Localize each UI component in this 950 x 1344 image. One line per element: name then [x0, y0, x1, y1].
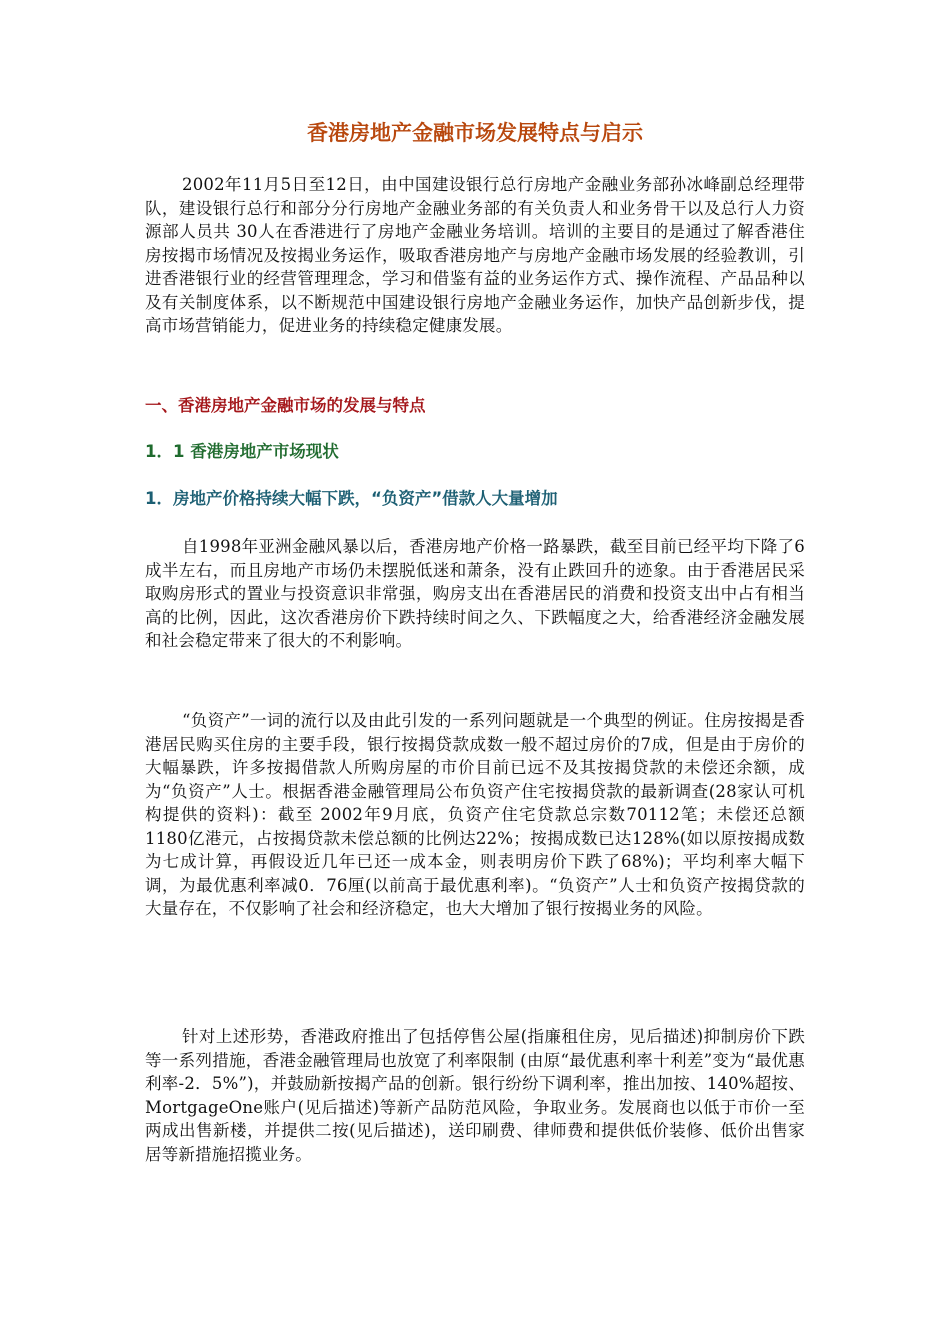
point-heading: 1．房地产价格持续大幅下跌，“负资产”借款人大量增加 [145, 489, 558, 508]
document-title: 香港房地产金融市场发展特点与启示 [307, 121, 643, 145]
subsection-heading: 1．1 香港房地产市场现状 [145, 442, 339, 461]
body-paragraph-price-decline: 自1998年亚洲金融风暴以后，香港房地产价格一路暴跌，截至目前已经平均下降了6成半左右，而且房地产市场仍未摆脱低迷和萧条，没有止跌回升的迹象。由于香港居民采取购房形式的置业与投资意识非常强，购房支出在香港居民的消费和投资支出中占有相当高的比例，因此，这次香港房价下跌持续时间之久、下跌幅度之大，给香港经济金融发展和社会稳定带来了很大的不利影响。 [145, 537, 805, 650]
body-paragraph-policy-response: 针对上述形势，香港政府推出了包括停售公屋(指廉租住房，见后描述)抑制房价下跌等一系列措施，香港金融管理局也放宽了利率限制 (由原“最优惠利率十利差”变为“最优惠利率-2．5%”)，并鼓励新按揭产品的创新。银行纷纷下调利率，推出加按、140%超按、MortgageOne账户(见后描述)等新产品防范风险，争取业务。发展商也以低于市价一至两成出售新楼，并提供二按(见后描述)，送印刷费、律师费和提供低价装修、低价出售家居等新措施招揽业务。 [145, 1027, 805, 1164]
intro-paragraph: 2002年11月5日至12日，由中国建设银行总行房地产金融业务部孙冰峰副总经理带队，建设银行总行和部分分行房地产金融业务部的有关负责人和业务骨干以及总行人力资源部人员共 30人在香港进行了房地产金融业务培训。培训的主要目的是通过了解香港住房按揭市场情况及按揭业务运作，吸取香港房地产与房地产金融市场发展的经验教训，引进香港银行业的经营管理理念，学习和借鉴有益的业务运作方式、操作流程、产品品种以及有关制度体系，以不断规范中国建设银行房地产金融业务运作，加快产品创新步伐，提高市场营销能力，促进业务的持续稳定健康发展。 [145, 175, 805, 335]
section-heading: 一、香港房地产金融市场的发展与特点 [145, 396, 426, 415]
body-paragraph-negative-equity: “负资产”一词的流行以及由此引发的一系列问题就是一个典型的例证。住房按揭是香港居民购买住房的主要手段，银行按揭贷款成数一般不超过房价的7成，但是由于房价的大幅暴跌，许多按揭借款人所购房屋的市价目前已远不及其按揭贷款的未偿还余额，成为“负资产”人士。根据香港金融管理局公布负资产住宅按揭贷款的最新调查(28家认可机构提供的资料)：截至 2002年9月底，负资产住宅贷款总宗数70112笔；未偿还总额1180亿港元，占按揭贷款未偿总额的比例达22%；按揭成数已达128%(如以原按揭成数为七成计算，再假设近几年已还一成本金，则表明房价下跌了68%)；平均利率大幅下调，为最优惠利率减0．76厘(以前高于最优惠利率)。“负资产”人士和负资产按揭贷款的大量存在，不仅影响了社会和经济稳定，也大大增加了银行按揭业务的风险。 [145, 711, 805, 918]
